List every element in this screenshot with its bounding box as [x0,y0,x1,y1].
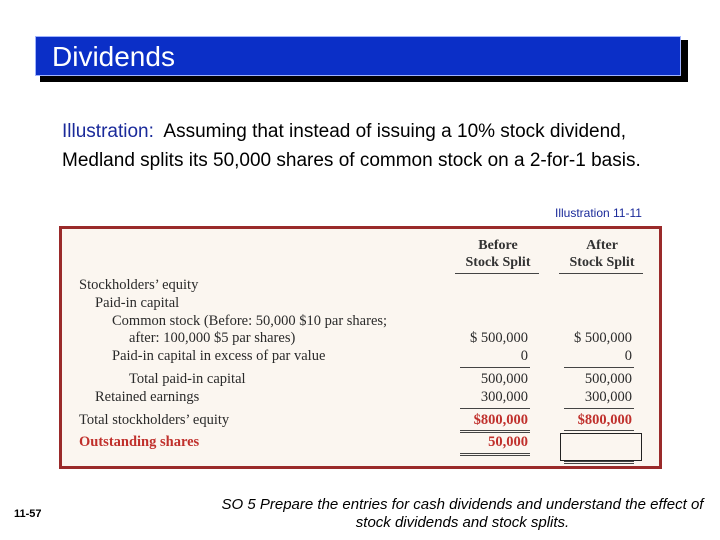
row-label: Paid-in capital [95,295,180,311]
before-rule [460,408,530,409]
before-value: $ 500,000 [470,330,528,346]
after-double-rule [564,463,634,464]
after-total-equity: $800,000 [577,412,632,428]
after-value: 0 [624,348,632,364]
intro-paragraph [62,117,692,175]
after-rule [564,367,634,368]
header-before-rule [455,273,539,274]
row-label: Paid-in capital in excess of par value [112,348,326,364]
row-label: after: 100,000 $5 par shares) [129,330,296,346]
after-value: 500,000 [584,371,632,387]
header-before-line1: Before [478,238,518,253]
before-total-equity: $800,000 [473,412,528,428]
row-label: Total paid-in capital [129,371,246,387]
row-label-outstanding: Outstanding shares [79,434,200,450]
after-rule [564,408,634,409]
before-double-rule [460,432,530,433]
slide-title: Dividends [52,41,175,72]
row-label: Total stockholders’ equity [79,412,230,428]
stock-split-table [59,226,662,469]
footer-objective: SO 5 Prepare the entries for cash dividends and understand the effect of stock dividends and stock splits. [221,496,704,531]
row-label: Retained earnings [95,389,200,405]
header-after-line1: After [586,238,618,253]
after-outstanding-shares-blank-box [560,433,642,461]
before-outstanding-shares: 50,000 [488,434,528,450]
title-banner [35,36,681,76]
after-value: $ 500,000 [574,330,632,346]
intro-lead: Illustration: [62,121,154,142]
row-label: Common stock (Before: 50,000 $10 par shares; [112,313,388,329]
header-before-line2: Stock Split [465,255,531,270]
before-value: 300,000 [480,389,528,405]
header-after-line2: Stock Split [569,255,635,270]
header-after [554,237,650,271]
header-after-rule [559,273,643,274]
before-rule [460,367,530,368]
before-double-rule [460,430,530,431]
page-number: 11-57 [14,508,42,520]
after-value: 300,000 [584,389,632,405]
before-value: 500,000 [480,371,528,387]
intro-text: Assuming that instead of issuing a 10% stock dividend, Medland splits its 50,000 shares of common stock on a 2-for-1 basis. [62,121,641,171]
illustration-label: Illustration 11-11 [555,206,642,220]
after-double-rule [564,430,634,431]
before-double-rule [460,453,530,454]
before-double-rule [460,455,530,456]
header-before [450,237,546,271]
row-label: Stockholders’ equity [79,277,199,293]
after-double-rule [564,461,634,462]
before-value: 0 [520,348,528,364]
